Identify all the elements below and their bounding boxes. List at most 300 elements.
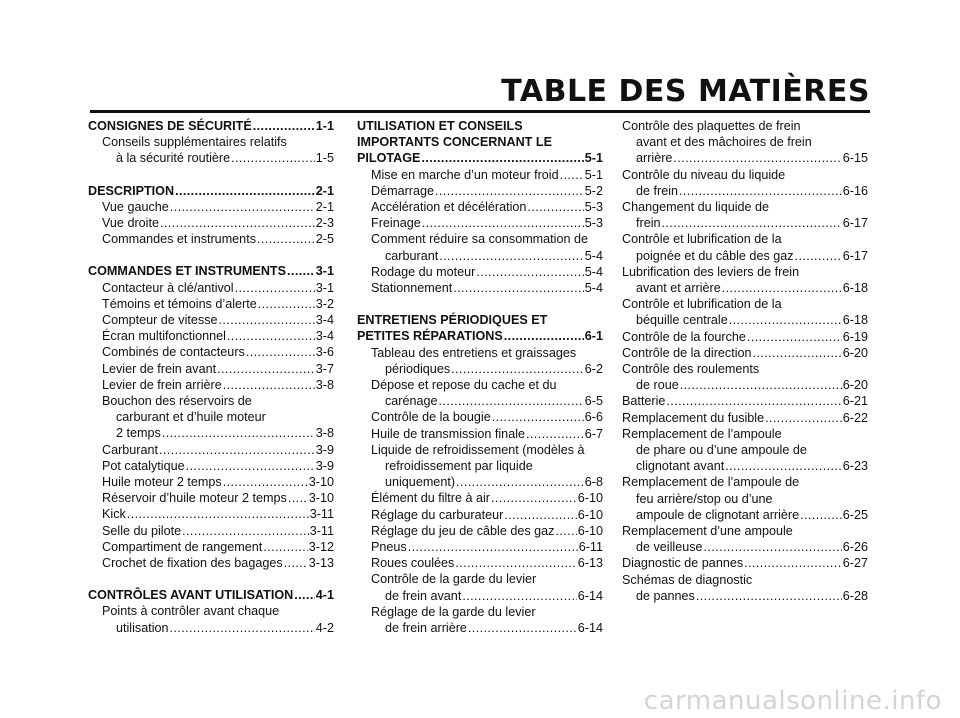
toc-entry-title: uniquement) <box>385 475 456 490</box>
toc-line <box>357 588 603 604</box>
toc-entry[interactable] <box>357 409 603 425</box>
toc-page-number: 3-9 <box>315 442 334 457</box>
toc-entry-title: Contrôle des plaquettes de frein <box>622 119 801 133</box>
toc-entry[interactable] <box>88 328 334 344</box>
toc-entry[interactable] <box>622 167 868 199</box>
toc-line <box>357 199 603 215</box>
toc-line <box>88 603 334 619</box>
toc-entry-title: frein <box>636 216 661 231</box>
toc-line <box>357 458 603 474</box>
toc-entry-title: béquille centrale <box>636 313 728 328</box>
dot-leader <box>235 280 315 296</box>
dot-leader <box>227 328 315 344</box>
toc-entry-title: Contacteur à clé/antivol <box>102 280 234 295</box>
toc-page-number: 6-11 <box>578 540 603 555</box>
toc-entry-title: de pannes <box>636 588 695 603</box>
dot-leader <box>246 344 315 360</box>
toc-line <box>357 393 603 409</box>
toc-entry-title: Écran multifonctionnel <box>102 329 226 344</box>
toc-page-number: 6-23 <box>842 459 868 474</box>
dot-leader <box>288 490 308 506</box>
toc-page-number: 6-20 <box>842 378 868 393</box>
toc-entry[interactable] <box>622 410 868 426</box>
dot-leader <box>159 442 315 458</box>
toc-entry[interactable] <box>622 329 868 345</box>
toc-entry-title: Compteur de vitesse <box>102 313 218 328</box>
toc-page-number: 5-3 <box>584 200 603 215</box>
toc-page-number: 6-10 <box>577 491 603 506</box>
toc-line <box>357 231 603 247</box>
dot-leader <box>666 393 841 409</box>
toc-entry[interactable] <box>88 361 334 377</box>
toc-line <box>357 377 603 393</box>
toc-entry[interactable] <box>88 215 334 231</box>
dot-leader <box>765 410 842 426</box>
toc-page-number: 6-19 <box>842 329 868 344</box>
dot-leader <box>504 328 584 344</box>
toc-entry[interactable] <box>622 523 868 555</box>
toc-line <box>622 231 868 247</box>
toc-entry-title: Schémas de diagnostic <box>622 572 753 587</box>
toc-entry-title: ampoule de clignotant arrière <box>636 507 800 522</box>
dot-leader <box>408 539 578 555</box>
toc-entry-title: Freinage <box>371 216 421 231</box>
toc-entry[interactable] <box>357 215 603 231</box>
toc-line <box>357 474 603 490</box>
toc-page-number: 3-4 <box>315 313 334 328</box>
toc-entry-title: Combinés de contacteurs <box>102 345 245 360</box>
toc-entry[interactable] <box>357 490 603 506</box>
toc-entry[interactable] <box>88 199 334 215</box>
toc-page-number: 2-1 <box>315 183 334 198</box>
toc-entry-title: clignotant avant <box>636 459 725 474</box>
toc-entry[interactable] <box>357 264 603 280</box>
dot-leader <box>160 215 315 231</box>
toc-entry-title: CONSIGNES DE SÉCURITÉ <box>88 119 252 133</box>
toc-line <box>622 329 868 345</box>
toc-line <box>88 263 334 279</box>
toc-entry[interactable] <box>88 442 334 458</box>
dot-leader <box>455 555 576 571</box>
toc-entry-title: carénage <box>385 394 438 409</box>
toc-page-number: 2-5 <box>315 232 334 247</box>
toc-page-number: 5-4 <box>584 281 603 296</box>
toc-entry[interactable] <box>357 312 603 344</box>
toc-line <box>88 539 334 555</box>
toc-entry-title: Réglage du carburateur <box>371 507 504 522</box>
toc-entry[interactable] <box>622 345 868 361</box>
dot-leader <box>504 507 576 523</box>
toc-entry-title: Contrôle de la bougie <box>371 410 491 425</box>
toc-entry-title: carburant <box>385 248 439 263</box>
toc-entry[interactable] <box>622 393 868 409</box>
toc-page-number: 2-3 <box>315 216 334 231</box>
toc-line <box>88 199 334 215</box>
toc-line <box>88 183 334 199</box>
toc-line <box>88 296 334 312</box>
toc-entry-title: Remplacement du fusible <box>622 410 765 425</box>
toc-line <box>622 410 868 426</box>
toc-entry-title: arrière <box>636 151 673 166</box>
toc-line <box>357 150 603 166</box>
toc-line <box>622 248 868 264</box>
dot-leader <box>526 426 584 442</box>
toc-entry-title: refroidissement par liquide <box>385 459 533 474</box>
toc-page-number: 3-10 <box>308 491 334 506</box>
toc-line <box>622 150 868 166</box>
toc-line <box>357 490 603 506</box>
toc-line <box>357 183 603 199</box>
toc-entry[interactable] <box>622 555 868 571</box>
toc-entry-title: DESCRIPTION <box>88 183 175 198</box>
dot-leader <box>729 312 842 328</box>
toc-entry-title: Vue gauche <box>102 199 169 214</box>
toc-page-number: 6-20 <box>842 345 868 360</box>
toc-line <box>357 248 603 264</box>
toc-line <box>622 264 868 280</box>
toc-page-number: 5-1 <box>584 167 603 182</box>
toc-entry[interactable] <box>88 523 334 539</box>
toc-entry[interactable] <box>88 231 334 247</box>
dot-leader <box>421 150 583 166</box>
toc-entry[interactable] <box>88 280 334 296</box>
toc-entry-title: de phare ou d’une ampoule de <box>636 443 807 458</box>
toc-line <box>88 620 334 636</box>
toc-entry[interactable] <box>357 118 603 167</box>
toc-line <box>88 587 334 603</box>
toc-page-number: 2-1 <box>315 199 334 214</box>
dot-leader <box>747 329 842 345</box>
toc-page-number: 6-7 <box>584 426 603 441</box>
toc-line <box>622 523 868 539</box>
toc-page-number: 3-1 <box>315 280 334 295</box>
toc-entry[interactable] <box>622 231 868 263</box>
toc-entry-title: carburant et d’huile moteur <box>116 410 266 425</box>
toc-line <box>622 134 868 150</box>
toc-page-number: 5-1 <box>584 151 603 166</box>
toc-entry-title: Contrôle et lubrification de la <box>622 297 782 312</box>
toc-page-number: 6-26 <box>842 540 868 555</box>
dot-leader <box>284 555 308 571</box>
dot-leader <box>127 506 309 522</box>
toc-entry[interactable] <box>88 118 334 134</box>
toc-entry-title: Contrôle de la garde du levier <box>371 572 537 587</box>
toc-page-number: 6-8 <box>584 475 603 490</box>
toc-entry[interactable] <box>357 539 603 555</box>
toc-page-number: 4-1 <box>315 588 334 603</box>
toc-entry-title: à la sécurité routière <box>116 151 231 166</box>
toc-entry-title: Crochet de fixation des bagages <box>102 556 283 571</box>
toc-line <box>622 183 868 199</box>
toc-page-number: 5-2 <box>584 183 603 198</box>
toc-line <box>88 118 334 134</box>
section-gap <box>357 296 603 312</box>
toc-line <box>357 280 603 296</box>
toc-page-number: 6-6 <box>584 410 603 425</box>
toc-entry[interactable] <box>88 296 334 312</box>
toc-entry-title: Stationnement <box>371 281 453 296</box>
toc-entry-title: PILOTAGE <box>357 151 421 166</box>
toc-line <box>88 150 334 166</box>
toc-entry[interactable] <box>357 507 603 523</box>
toc-entry[interactable] <box>357 442 603 491</box>
dot-leader <box>223 474 308 490</box>
toc-line <box>357 345 603 361</box>
toc-entry[interactable] <box>357 345 603 377</box>
toc-line <box>88 328 334 344</box>
toc-entry-title: Bouchon des réservoirs de <box>102 394 252 409</box>
toc-entry[interactable] <box>622 361 868 393</box>
toc-line <box>622 539 868 555</box>
toc-entry-title: Vue droite <box>102 216 159 231</box>
toc-page-number: 6-17 <box>842 248 868 263</box>
toc-entry[interactable] <box>622 264 868 296</box>
toc-entry-title: Remplacement de l’ampoule de <box>622 475 800 490</box>
toc-entry-title: Batterie <box>622 394 666 409</box>
toc-entry[interactable] <box>88 539 334 555</box>
toc-line <box>622 377 868 393</box>
toc-line <box>88 506 334 522</box>
toc-entry-title: Pneus <box>371 540 407 555</box>
toc-page-number: 5-3 <box>584 216 603 231</box>
dot-leader <box>175 183 315 199</box>
toc-page-number: 1-5 <box>315 151 334 166</box>
toc-entry-title: Réglage du jeu de câble des gaz <box>371 523 555 538</box>
toc-page-number: 3-11 <box>309 523 334 538</box>
toc-page-number: 6-16 <box>842 183 868 198</box>
toc-line <box>357 167 603 183</box>
toc-line <box>88 409 334 425</box>
toc-entry[interactable] <box>357 555 603 571</box>
toc-line <box>88 490 334 506</box>
toc-entry[interactable] <box>88 377 334 393</box>
toc-entry-title: Roues coulées <box>371 556 455 571</box>
toc-entry[interactable] <box>88 555 334 571</box>
toc-entry-title: COMMANDES ET INSTRUMENTS <box>88 264 287 279</box>
dot-leader <box>680 377 842 393</box>
toc-line <box>357 555 603 571</box>
toc-line <box>357 539 603 555</box>
dot-leader <box>170 199 315 215</box>
dot-leader <box>560 167 584 183</box>
toc-entry[interactable] <box>357 167 603 183</box>
toc-page-number: 6-5 <box>584 394 603 409</box>
toc-entry-title: Compartiment de rangement <box>102 539 263 554</box>
toc-entry[interactable] <box>88 134 334 166</box>
toc-entry[interactable] <box>88 474 334 490</box>
dot-leader <box>453 280 584 296</box>
toc-page-number: 6-18 <box>842 281 868 296</box>
toc-entry-title: UTILISATION ET CONSEILS <box>357 119 523 133</box>
dot-leader <box>722 280 842 296</box>
dot-leader <box>253 118 315 134</box>
toc-entry[interactable] <box>88 587 334 603</box>
toc-line <box>357 523 603 539</box>
toc-entry-title: Lubrification des leviers de frein <box>622 264 800 279</box>
toc-page-number: 4-2 <box>315 620 334 635</box>
toc-entry-title: de roue <box>636 378 679 393</box>
dot-leader <box>725 458 842 474</box>
toc-entry-title: poignée et du câble des gaz <box>636 248 794 263</box>
toc-column-1 <box>88 118 334 636</box>
dot-leader <box>662 215 842 231</box>
toc-entry-title: Contrôle des roulements <box>622 362 760 377</box>
toc-entry-title: Élément du filtre à air <box>371 491 490 506</box>
dot-leader <box>744 555 842 571</box>
toc-line <box>622 118 868 134</box>
toc-line <box>622 426 868 442</box>
dot-leader <box>217 361 315 377</box>
toc-entry-title: IMPORTANTS CONCERNANT LE <box>357 135 552 150</box>
toc-line <box>622 312 868 328</box>
toc-line <box>357 620 603 636</box>
dot-leader <box>704 539 842 555</box>
toc-entry[interactable] <box>357 604 603 636</box>
toc-entry[interactable] <box>357 523 603 539</box>
toc-page-number: 5-4 <box>584 248 603 263</box>
toc-entry[interactable] <box>357 280 603 296</box>
toc-entry[interactable] <box>622 572 868 604</box>
toc-entry-title: Remplacement de l’ampoule <box>622 426 782 441</box>
toc-entry[interactable] <box>88 458 334 474</box>
toc-entry[interactable] <box>88 490 334 506</box>
toc-entry-title: Contrôle de la fourche <box>622 329 746 344</box>
dot-leader <box>439 248 584 264</box>
dot-leader <box>186 458 315 474</box>
toc-entry-title: Remplacement d’une ampoule <box>622 524 793 539</box>
dot-leader <box>170 620 315 636</box>
toc-line <box>357 571 603 587</box>
dot-leader <box>679 183 842 199</box>
dot-leader <box>456 474 584 490</box>
toc-entry[interactable] <box>357 571 603 603</box>
toc-entry-title: de frein arrière <box>385 621 467 636</box>
toc-entry[interactable] <box>88 183 334 199</box>
dot-leader <box>257 231 315 247</box>
dot-leader <box>219 312 315 328</box>
toc-page-number: 6-10 <box>577 507 603 522</box>
toc-line <box>357 426 603 442</box>
toc-entry-title: Comment réduire sa consommation de <box>371 232 588 247</box>
toc-entry-title: CONTRÔLES AVANT UTILISATION <box>88 588 294 603</box>
dot-leader <box>435 183 584 199</box>
toc-page-number: 6-13 <box>577 556 603 571</box>
toc-line <box>88 231 334 247</box>
toc-entry[interactable] <box>357 231 603 263</box>
toc-entry-title: Levier de frein arrière <box>102 377 222 392</box>
toc-entry-title: ENTRETIENS PÉRIODIQUES ET <box>357 313 548 328</box>
toc-line <box>622 345 868 361</box>
dot-leader <box>258 296 315 312</box>
dot-leader <box>673 150 841 166</box>
toc-entry-title: Levier de frein avant <box>102 361 217 376</box>
toc-entry[interactable] <box>88 312 334 328</box>
toc-page-number: 1-1 <box>315 119 334 133</box>
toc-entry[interactable] <box>88 344 334 360</box>
toc-entry-title: Rodage du moteur <box>371 264 476 279</box>
dot-leader <box>439 393 584 409</box>
toc-line <box>88 344 334 360</box>
toc-entry[interactable] <box>622 474 868 523</box>
dot-leader <box>263 539 307 555</box>
toc-page-number: 6-1 <box>584 329 603 344</box>
toc-page-number: 3-12 <box>308 539 334 554</box>
toc-page-number: 6-21 <box>842 394 868 409</box>
dot-leader <box>294 587 315 603</box>
toc-entry[interactable] <box>88 603 334 635</box>
dot-leader <box>451 361 584 377</box>
toc-entry[interactable] <box>622 426 868 475</box>
dot-leader <box>527 199 583 215</box>
toc-page-number: 3-8 <box>315 377 334 392</box>
section-gap <box>88 167 334 183</box>
toc-entry[interactable] <box>357 199 603 215</box>
toc-line <box>357 264 603 280</box>
toc-entry[interactable] <box>622 118 868 167</box>
toc-page-number: 3-7 <box>315 361 334 376</box>
toc-page-number: 6-18 <box>842 313 868 328</box>
toc-page-number: 3-11 <box>309 507 334 522</box>
toc-line <box>622 474 868 490</box>
dot-leader <box>162 425 315 441</box>
toc-entry[interactable] <box>88 263 334 279</box>
toc-entry[interactable] <box>622 296 868 328</box>
toc-entry-title: Points à contrôler avant chaque <box>102 604 280 619</box>
toc-page-number: 6-2 <box>584 361 603 376</box>
toc-page-number: 3-4 <box>315 329 334 344</box>
toc-page-number: 6-25 <box>842 507 868 522</box>
dot-leader <box>800 507 842 523</box>
toc-page-number: 6-27 <box>842 556 868 571</box>
toc-entry-title: périodiques <box>385 361 451 376</box>
toc-entry[interactable] <box>357 377 603 409</box>
toc-line <box>622 572 868 588</box>
toc-line <box>357 134 603 150</box>
toc-entry[interactable] <box>88 393 334 442</box>
toc-entry-title: avant et arrière <box>636 281 721 296</box>
toc-line <box>622 555 868 571</box>
dot-leader <box>422 215 584 231</box>
toc-entry-title: 2 temps <box>116 426 161 441</box>
toc-entry-title: de frein avant <box>385 588 462 603</box>
toc-page-number: 3-8 <box>315 426 334 441</box>
toc-page-number: 3-2 <box>315 296 334 311</box>
toc-entry[interactable] <box>357 183 603 199</box>
toc-line <box>88 361 334 377</box>
dot-leader <box>491 490 577 506</box>
toc-column-2 <box>357 118 603 636</box>
toc-line <box>88 555 334 571</box>
dot-leader <box>468 620 577 636</box>
dot-leader <box>795 248 842 264</box>
toc-line <box>88 393 334 409</box>
toc-entry[interactable] <box>357 426 603 442</box>
toc-entry-title: Accélération et décélération <box>371 200 527 215</box>
toc-line <box>622 215 868 231</box>
toc-line <box>357 328 603 344</box>
toc-page-number: 6-22 <box>842 410 868 425</box>
toc-line <box>622 296 868 312</box>
toc-entry-title: feu arrière/stop ou d’une <box>636 491 773 506</box>
dot-leader <box>492 409 584 425</box>
toc-entry[interactable] <box>88 506 334 522</box>
toc-line <box>622 507 868 523</box>
toc-entry[interactable] <box>622 199 868 231</box>
toc-entry-title: Carburant <box>102 442 159 457</box>
toc-line <box>622 588 868 604</box>
toc-page-number: 6-28 <box>842 588 868 603</box>
toc-line <box>88 134 334 150</box>
